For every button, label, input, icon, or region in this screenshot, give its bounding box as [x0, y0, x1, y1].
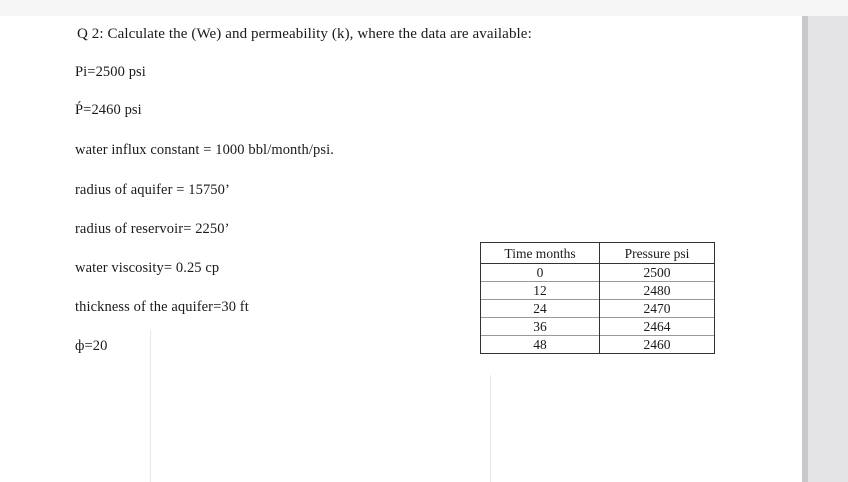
cell-time: 36	[481, 318, 600, 336]
column-header-pressure: Pressure psi	[600, 243, 715, 264]
table-row	[481, 264, 715, 282]
cell-time: 24	[481, 300, 600, 318]
given-average-pressure: Ṕ=2460 psi	[75, 102, 142, 118]
question-title: Q 2: Calculate the (We) and permeability (k), where the data are available:	[77, 26, 532, 42]
given-initial-pressure: Pi=2500 psi	[75, 64, 146, 80]
cell-pressure: 2470	[600, 300, 715, 318]
given-water-viscosity: water viscosity= 0.25 cp	[75, 260, 220, 276]
cell-pressure: 2464	[600, 318, 715, 336]
given-water-influx-constant: water influx constant = 1000 bbl/month/psi.	[75, 142, 334, 158]
cell-pressure: 2460	[600, 336, 715, 354]
page-edge-line	[150, 330, 151, 482]
pressure-time-table	[480, 242, 715, 354]
given-aquifer-thickness: thickness of the aquifer=30 ft	[75, 299, 249, 315]
given-porosity: ф=20	[75, 338, 108, 354]
cell-time: 48	[481, 336, 600, 354]
top-band	[0, 0, 848, 16]
table-header-row	[481, 243, 715, 264]
cell-pressure: 2480	[600, 282, 715, 300]
table-row	[481, 282, 715, 300]
table-row	[481, 300, 715, 318]
given-reservoir-radius: radius of reservoir= 2250’	[75, 221, 230, 237]
table-row	[481, 336, 715, 354]
cell-pressure: 2500	[600, 264, 715, 282]
given-aquifer-radius: radius of aquifer = 15750’	[75, 182, 230, 198]
table-row	[481, 318, 715, 336]
column-header-time: Time months	[481, 243, 600, 264]
cell-time: 12	[481, 282, 600, 300]
scrollbar-track[interactable]	[808, 16, 848, 482]
page-edge-line	[490, 375, 491, 482]
cell-time: 0	[481, 264, 600, 282]
